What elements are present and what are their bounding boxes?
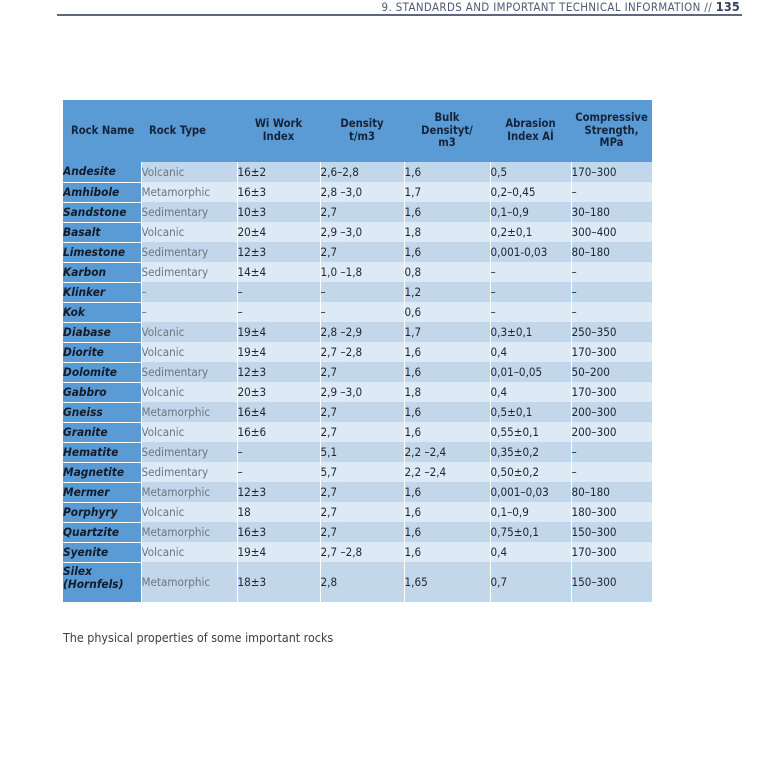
cell-bulk: 1,6 — [404, 402, 490, 422]
cell-strength: 150–300 — [571, 522, 652, 542]
table-caption: The physical properties of some important rocks — [63, 630, 334, 645]
cell-bulk: 1,6 — [404, 422, 490, 442]
table-row — [63, 242, 652, 262]
cell-strength: 170–300 — [571, 162, 652, 182]
cell-abrasion: – — [490, 262, 571, 282]
cell-density: 5,1 — [320, 442, 404, 462]
cell-type: Metamorphic — [141, 562, 237, 602]
table-row — [63, 322, 652, 342]
cell-abrasion: 0,001-0,03 — [490, 242, 571, 262]
cell-bulk: 1,6 — [404, 542, 490, 562]
cell-abrasion: 0,1–0,9 — [490, 202, 571, 222]
cell-density: 2,7 — [320, 362, 404, 382]
cell-rock-name: Porphyry — [63, 502, 141, 522]
cell-density: 2,9 –3,0 — [320, 222, 404, 242]
cell-rock-name: Diabase — [63, 322, 141, 342]
cell-strength: 300–400 — [571, 222, 652, 242]
cell-wi: 14±4 — [237, 262, 320, 282]
cell-density: 2,7 — [320, 202, 404, 222]
cell-bulk: 2,2 –2,4 — [404, 442, 490, 462]
cell-abrasion: 0,4 — [490, 542, 571, 562]
cell-strength: – — [571, 442, 652, 462]
header-rule — [57, 14, 742, 16]
cell-abrasion: 0,5±0,1 — [490, 402, 571, 422]
table-row — [63, 462, 652, 482]
cell-density: 2,8 — [320, 562, 404, 602]
cell-abrasion: 0,5 — [490, 162, 571, 182]
column-header-abrasion-index: Abrasion Index Aİ — [490, 100, 571, 162]
cell-wi: 19±4 — [237, 322, 320, 342]
rock-properties-table-container — [63, 100, 652, 603]
cell-type: Metamorphic — [141, 182, 237, 202]
table-row — [63, 502, 652, 522]
cell-wi: 18±3 — [237, 562, 320, 602]
cell-bulk: 1,6 — [404, 162, 490, 182]
cell-wi: 12±3 — [237, 362, 320, 382]
table-row — [63, 302, 652, 322]
cell-density: 2,7 — [320, 402, 404, 422]
cell-density: 1,0 –1,8 — [320, 262, 404, 282]
table-header — [63, 100, 652, 162]
cell-type: Volcanic — [141, 422, 237, 442]
cell-abrasion: 0,001–0,03 — [490, 482, 571, 502]
cell-strength: 80–180 — [571, 242, 652, 262]
cell-strength: 80–180 — [571, 482, 652, 502]
cell-strength: 30–180 — [571, 202, 652, 222]
cell-rock-name: Sandstone — [63, 202, 141, 222]
cell-density: 2,8 –3,0 — [320, 182, 404, 202]
table-body — [63, 162, 652, 602]
cell-density: 2,7 — [320, 522, 404, 542]
cell-density: 2,7 –2,8 — [320, 342, 404, 362]
cell-rock-name: Silex (Hornfels) — [63, 562, 141, 602]
cell-abrasion: 0,4 — [490, 342, 571, 362]
cell-rock-name: Kok — [63, 302, 141, 322]
table-row — [63, 562, 652, 602]
table-row — [63, 182, 652, 202]
cell-density: – — [320, 302, 404, 322]
cell-bulk: 1,6 — [404, 482, 490, 502]
cell-rock-name: Amhibole — [63, 182, 141, 202]
cell-type: Metamorphic — [141, 482, 237, 502]
cell-wi: – — [237, 442, 320, 462]
cell-type: Sedimentary — [141, 262, 237, 282]
cell-wi: 12±3 — [237, 482, 320, 502]
column-header-rock-type: Rock Type — [141, 100, 237, 162]
column-header-wi-work-index: Wi Work Index — [237, 100, 320, 162]
cell-wi: 16±3 — [237, 182, 320, 202]
cell-strength: 250–350 — [571, 322, 652, 342]
cell-strength: 200–300 — [571, 422, 652, 442]
cell-bulk: 1,8 — [404, 382, 490, 402]
table-row — [63, 382, 652, 402]
cell-strength: 170–300 — [571, 342, 652, 362]
cell-wi: 18 — [237, 502, 320, 522]
cell-type: Sedimentary — [141, 462, 237, 482]
column-header-density: Density t/m3 — [320, 100, 404, 162]
cell-density: 2,7 — [320, 482, 404, 502]
page-number: 135 — [715, 0, 740, 14]
cell-bulk: 1,6 — [404, 202, 490, 222]
cell-bulk: 1,8 — [404, 222, 490, 242]
cell-type: Volcanic — [141, 162, 237, 182]
cell-abrasion: 0,01–0,05 — [490, 362, 571, 382]
cell-abrasion: 0,2–0,45 — [490, 182, 571, 202]
cell-bulk: 1,7 — [404, 182, 490, 202]
cell-strength: 180–300 — [571, 502, 652, 522]
table-row — [63, 262, 652, 282]
cell-strength: 170–300 — [571, 542, 652, 562]
cell-type: Metamorphic — [141, 522, 237, 542]
page-running-header — [0, 0, 764, 22]
rock-properties-table — [63, 100, 652, 603]
cell-bulk: 1,2 — [404, 282, 490, 302]
cell-strength: – — [571, 262, 652, 282]
cell-strength: – — [571, 282, 652, 302]
table-row — [63, 222, 652, 242]
cell-rock-name: Granite — [63, 422, 141, 442]
cell-wi: 20±3 — [237, 382, 320, 402]
cell-wi: 20±4 — [237, 222, 320, 242]
cell-wi: 19±4 — [237, 542, 320, 562]
cell-strength: 150–300 — [571, 562, 652, 602]
cell-wi: 16±2 — [237, 162, 320, 182]
cell-rock-name: Hematite — [63, 442, 141, 462]
cell-type: Volcanic — [141, 542, 237, 562]
cell-type: Volcanic — [141, 322, 237, 342]
cell-density: 2,7 — [320, 502, 404, 522]
running-header-title: 9. STANDARDS AND IMPORTANT TECHNICAL INFORMATION // — [381, 0, 713, 14]
cell-type: Sedimentary — [141, 362, 237, 382]
cell-abrasion: 0,2±0,1 — [490, 222, 571, 242]
cell-abrasion: 0,7 — [490, 562, 571, 602]
running-header-text — [382, 0, 740, 14]
cell-abrasion: 0,75±0,1 — [490, 522, 571, 542]
cell-abrasion: 0,55±0,1 — [490, 422, 571, 442]
cell-type: Sedimentary — [141, 442, 237, 462]
table-row — [63, 162, 652, 182]
cell-rock-name: Limestone — [63, 242, 141, 262]
cell-density: 2,7 –2,8 — [320, 542, 404, 562]
cell-rock-name: Gabbro — [63, 382, 141, 402]
cell-bulk: 0,6 — [404, 302, 490, 322]
table-row — [63, 482, 652, 502]
cell-rock-name: Dolomite — [63, 362, 141, 382]
column-header-rock-name: Rock Name — [63, 100, 141, 162]
cell-density: 5,7 — [320, 462, 404, 482]
column-header-bulk-density: Bulk Densityt/ m3 — [404, 100, 490, 162]
cell-rock-name: Syenite — [63, 542, 141, 562]
cell-density: – — [320, 282, 404, 302]
cell-strength: – — [571, 302, 652, 322]
cell-strength: 50–200 — [571, 362, 652, 382]
cell-rock-name: Magnetite — [63, 462, 141, 482]
cell-rock-name: Karbon — [63, 262, 141, 282]
cell-strength: 170–300 — [571, 382, 652, 402]
table-header-row — [63, 100, 652, 162]
cell-wi: 16±6 — [237, 422, 320, 442]
cell-density: 2,7 — [320, 242, 404, 262]
cell-strength: 200–300 — [571, 402, 652, 422]
cell-density: 2,9 –3,0 — [320, 382, 404, 402]
cell-rock-name: Gneiss — [63, 402, 141, 422]
cell-strength: – — [571, 462, 652, 482]
cell-abrasion: 0,3±0,1 — [490, 322, 571, 342]
cell-bulk: 1,65 — [404, 562, 490, 602]
cell-bulk: 1,6 — [404, 522, 490, 542]
cell-bulk: 0,8 — [404, 262, 490, 282]
cell-wi: – — [237, 462, 320, 482]
cell-bulk: 1,6 — [404, 502, 490, 522]
cell-bulk: 1,7 — [404, 322, 490, 342]
cell-type: Volcanic — [141, 502, 237, 522]
cell-rock-name: Diorite — [63, 342, 141, 362]
cell-abrasion: 0,4 — [490, 382, 571, 402]
cell-wi: 16±4 — [237, 402, 320, 422]
cell-density: 2,6–2,8 — [320, 162, 404, 182]
cell-bulk: 1,6 — [404, 342, 490, 362]
cell-abrasion: – — [490, 302, 571, 322]
cell-type: – — [141, 282, 237, 302]
cell-abrasion: 0,35±0,2 — [490, 442, 571, 462]
table-row — [63, 442, 652, 462]
cell-wi: – — [237, 282, 320, 302]
cell-wi: 19±4 — [237, 342, 320, 362]
cell-type: Volcanic — [141, 382, 237, 402]
cell-wi: 12±3 — [237, 242, 320, 262]
cell-density: 2,7 — [320, 422, 404, 442]
table-row — [63, 522, 652, 542]
cell-bulk: 1,6 — [404, 242, 490, 262]
table-row — [63, 422, 652, 442]
cell-type: Volcanic — [141, 342, 237, 362]
cell-wi: 10±3 — [237, 202, 320, 222]
cell-rock-name: Klinker — [63, 282, 141, 302]
cell-type: Metamorphic — [141, 402, 237, 422]
cell-wi: 16±3 — [237, 522, 320, 542]
table-row — [63, 342, 652, 362]
table-row — [63, 362, 652, 382]
table-row — [63, 402, 652, 422]
cell-bulk: 2,2 –2,4 — [404, 462, 490, 482]
cell-wi: – — [237, 302, 320, 322]
cell-type: Volcanic — [141, 222, 237, 242]
cell-abrasion: 0,1–0,9 — [490, 502, 571, 522]
cell-density: 2,8 –2,9 — [320, 322, 404, 342]
cell-rock-name: Andesite — [63, 162, 141, 182]
cell-bulk: 1,6 — [404, 362, 490, 382]
cell-type: – — [141, 302, 237, 322]
cell-rock-name: Basalt — [63, 222, 141, 242]
cell-strength: – — [571, 182, 652, 202]
cell-abrasion: 0,50±0,2 — [490, 462, 571, 482]
table-row — [63, 202, 652, 222]
table-row — [63, 282, 652, 302]
column-header-compressive-strength: Compressive Strength, MPa — [571, 100, 652, 162]
cell-rock-name: Quartzite — [63, 522, 141, 542]
cell-type: Sedimentary — [141, 242, 237, 262]
cell-type: Sedimentary — [141, 202, 237, 222]
cell-rock-name: Mermer — [63, 482, 141, 502]
table-row — [63, 542, 652, 562]
cell-abrasion: – — [490, 282, 571, 302]
